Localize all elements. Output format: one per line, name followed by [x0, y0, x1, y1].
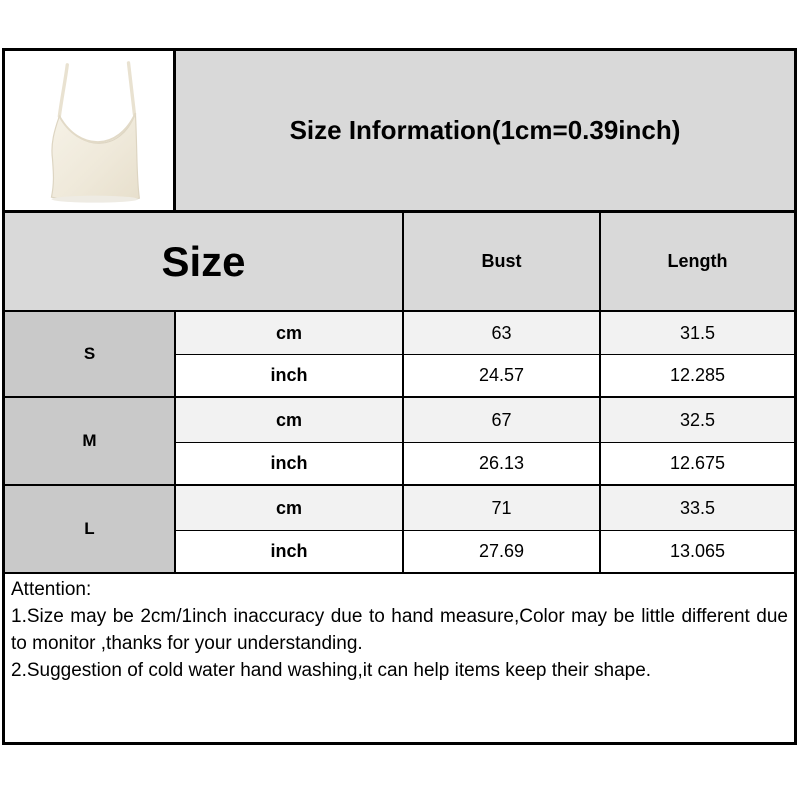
length-value: 12.675: [601, 443, 794, 486]
attention-box: [5, 574, 794, 742]
attention-note-2: 2.Suggestion of cold water hand washing,it can help items keep their shape.: [11, 660, 652, 681]
column-header-size: Size: [5, 213, 404, 312]
size-label-l: L: [5, 486, 176, 574]
column-header-bust: Bust: [404, 213, 601, 312]
column-header-length: Length: [601, 213, 794, 312]
size-label-m: M: [5, 398, 176, 486]
photo-shadow: [51, 195, 138, 202]
unit-label: cm: [176, 486, 404, 531]
attention-note-1: 1.Size may be 2cm/1inch inaccuracy due to hand measure,Color may be little different due to monitor ,thanks for your understanding.: [11, 606, 788, 654]
length-value: 13.065: [601, 531, 794, 574]
unit-label: inch: [176, 443, 404, 486]
product-photo-camisole: [10, 55, 168, 207]
length-value: 32.5: [601, 398, 794, 443]
page-title: Size Information(1cm=0.39inch): [176, 51, 794, 213]
size-information-sheet: [2, 48, 797, 745]
unit-label: cm: [176, 312, 404, 355]
bust-value: 71: [404, 486, 601, 531]
length-value: 31.5: [601, 312, 794, 355]
bust-value: 24.57: [404, 355, 601, 398]
unit-label: inch: [176, 531, 404, 574]
bust-value: 63: [404, 312, 601, 355]
length-value: 12.285: [601, 355, 794, 398]
unit-label: cm: [176, 398, 404, 443]
size-label-s: S: [5, 312, 176, 398]
bust-value: 67: [404, 398, 601, 443]
attention-heading: Attention:: [11, 579, 92, 600]
product-image-cell: [5, 51, 176, 213]
length-value: 33.5: [601, 486, 794, 531]
unit-label: inch: [176, 355, 404, 398]
bust-value: 27.69: [404, 531, 601, 574]
bust-value: 26.13: [404, 443, 601, 486]
